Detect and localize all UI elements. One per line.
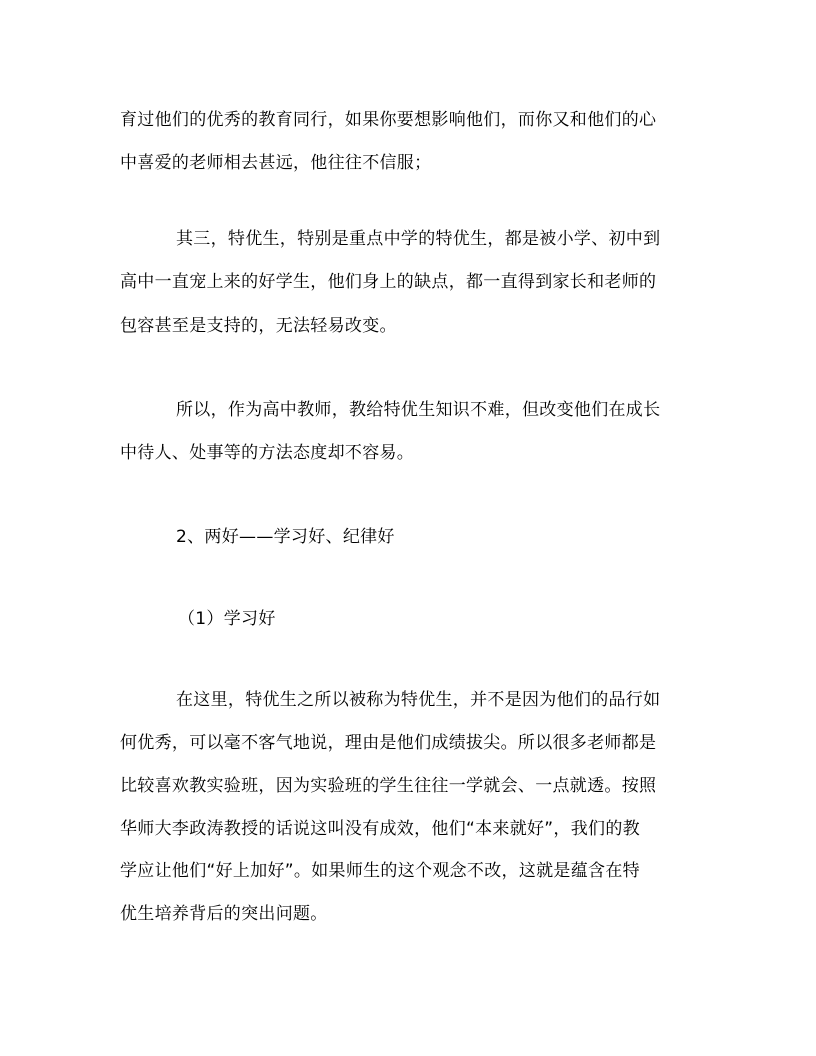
paragraph-line: 育过他们的优秀的教育同行，如果你要想影响他们，而你又和他们的心 [120,110,657,130]
paragraph-line: 所以，作为高中教师，教给特优生知识不难，但改变他们在成长 [176,400,661,420]
paragraph-line: 中喜爱的老师相去甚远，他往往不信服； [120,153,432,173]
paragraph-line: 比较喜欢教实验班，因为实验班的学生往往一学就会、一点就透。按照 [120,776,657,796]
paragraph-line: 在这里，特优生之所以被称为特优生，并不是因为他们的品行如 [176,690,661,710]
paragraph-line: 华师大李政涛教授的话说这叫没有成效，他们“本来就好”，我们的教 [120,819,640,839]
paragraph-line: 学应让他们“好上加好”。如果师生的这个观念不改，这就是蕴含在特 [120,861,640,881]
paragraph-line: 高中一直宠上来的好学生，他们身上的缺点，都一直得到家长和老师的 [120,272,657,292]
paragraph-line: 其三，特优生，特别是重点中学的特优生，都是被小学、初中到 [176,229,661,249]
paragraph-line: 何优秀，可以毫不客气地说，理由是他们成绩拔尖。所以很多老师都是 [120,733,657,753]
paragraph-line: 中待人、处事等的方法态度却不容易。 [120,443,415,463]
paragraph-line: 优生培养背后的突出问题。 [120,904,328,924]
subsection-heading: （1）学习好 [178,609,276,629]
section-heading: 2、两好——学习好、纪律好 [176,527,395,547]
paragraph-line: 包容甚至是支持的，无法轻易改变。 [120,316,397,336]
